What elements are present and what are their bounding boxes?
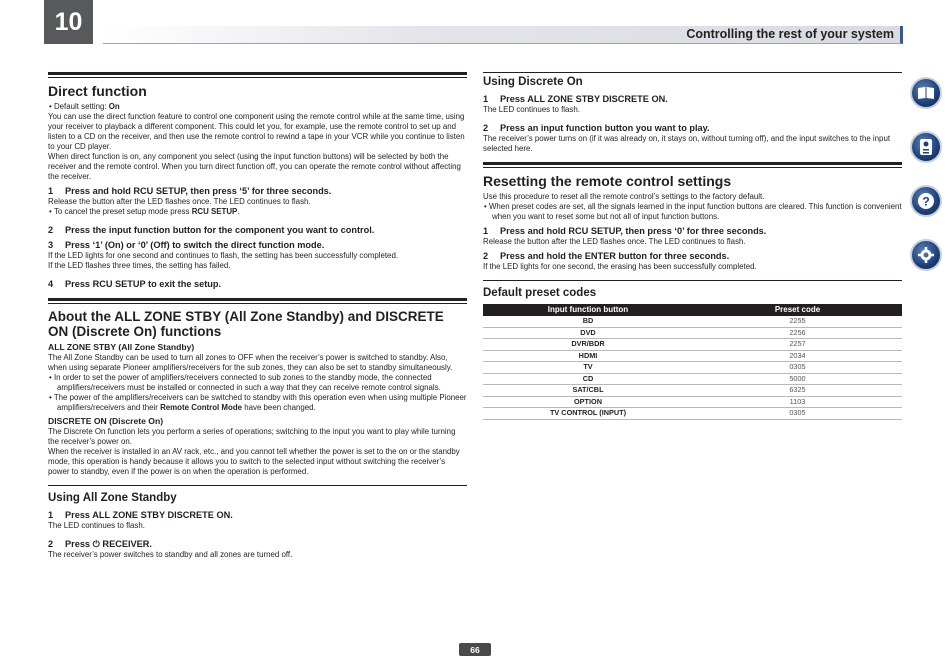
all-zone-bullet-1: • In order to set the power of amplifiers/receivers connected to sub zones to the standby mode, the connected amplifiers/receivers must be installed or connected in such a way that they can receive remote control signals. bbox=[49, 373, 441, 392]
using-discrete-on-heading: Using Discrete On bbox=[483, 76, 583, 88]
default-setting-value: On bbox=[108, 102, 120, 111]
preset-codes-table bbox=[483, 304, 902, 420]
section-rule bbox=[48, 298, 467, 304]
reset-step-1-text: Press and hold RCU SETUP, then press ‘0’ for three seconds. bbox=[500, 226, 767, 236]
table-row bbox=[483, 316, 902, 327]
discrete-on-subheading: DISCRETE ON (Discrete On) bbox=[48, 416, 164, 426]
col-header-input: Input function button bbox=[483, 304, 693, 316]
direct-step-3-text: Press ‘1’ (On) or ‘0’ (Off) to switch the direct function mode. bbox=[65, 240, 325, 250]
input-cell: TV bbox=[483, 362, 693, 374]
book-icon[interactable] bbox=[910, 77, 942, 109]
col-header-code: Preset code bbox=[693, 304, 902, 316]
all-zone-bullet-1-text: In order to set the power of amplifiers/receivers connected to sub zones to the standby mode, the connected amplifiers/receivers must be installed or connected in such a way that they can receive remote control signals. bbox=[53, 373, 441, 392]
code-cell: 2255 bbox=[693, 316, 902, 327]
using-all-zone-heading: Using All Zone Standby bbox=[48, 492, 177, 504]
direct-step-3-note-1: If the LED lights for one second and continues to flash, the setting has been successfully completed. bbox=[48, 251, 399, 260]
all-zone-bullet-2: • The power of the amplifiers/receivers can be switched to standby with this operation even when using multiple Pioneer amplifiers/receivers and their Remote Control Mode have been changed. bbox=[49, 393, 467, 412]
section-rule bbox=[48, 72, 467, 78]
table-row bbox=[483, 362, 902, 374]
section-rule bbox=[483, 72, 902, 73]
code-cell: 0305 bbox=[693, 362, 902, 374]
all-zone-subheading: ALL ZONE STBY (All Zone Standby) bbox=[48, 342, 195, 352]
discrete-step-1-text: Press ALL ZONE STBY DISCRETE ON. bbox=[500, 94, 668, 104]
direct-step-1-note: Release the button after the LED flashes once. The LED continues to flash. bbox=[48, 197, 311, 206]
page-header-title: Controlling the rest of your system bbox=[686, 27, 894, 41]
direct-step-2: 2 Press the input function button for the component you want to control. bbox=[48, 225, 375, 235]
page-number: 66 bbox=[459, 643, 491, 656]
input-cell: SAT/CBL bbox=[483, 385, 693, 397]
input-cell: HDMI bbox=[483, 350, 693, 362]
table-header-row bbox=[483, 304, 902, 316]
code-cell: 1103 bbox=[693, 396, 902, 408]
table-row bbox=[483, 408, 902, 420]
default-codes-heading: Default preset codes bbox=[483, 287, 597, 299]
direct-step-4-text: Press RCU SETUP to exit the setup. bbox=[65, 279, 222, 289]
remote-control-mode-label: Remote Control Mode bbox=[160, 403, 243, 412]
svg-text:?: ? bbox=[922, 194, 930, 209]
reset-step-2-text: Press and hold the ENTER button for three seconds. bbox=[500, 251, 730, 261]
all-zone-step-2-prefix: Press bbox=[65, 539, 93, 549]
table-row bbox=[483, 373, 902, 385]
discrete-on-text-1: The Discrete On function lets you perform a series of operations; switching to the input you want to play while turning the receiver’s power on. bbox=[48, 427, 456, 446]
reset-bullet-text: When preset codes are set, all the signals learned in the input function buttons are cleared. This function is convenient when you want to reset some but not all of input function buttons. bbox=[488, 202, 902, 221]
remote-icon[interactable] bbox=[910, 131, 942, 163]
right-column bbox=[483, 72, 902, 420]
input-cell: DVD bbox=[483, 327, 693, 339]
header-bar bbox=[103, 26, 903, 44]
rcu-setup-label: RCU SETUP bbox=[191, 207, 238, 216]
code-cell: 6325 bbox=[693, 385, 902, 397]
all-zone-bullet-2-end: have been changed. bbox=[242, 403, 316, 412]
all-zone-step-2-suffix: RECEIVER. bbox=[99, 539, 152, 549]
cancel-note-end: . bbox=[237, 207, 240, 216]
table-row bbox=[483, 385, 902, 397]
discrete-step-2: 2 Press an input function button you want to play. bbox=[483, 123, 710, 133]
discrete-step-1-note: The LED continues to flash. bbox=[483, 105, 580, 114]
section-rule bbox=[483, 162, 902, 168]
all-zone-step-2-note: The receiver’s power switches to standby and all zones are turned off. bbox=[48, 550, 293, 559]
default-setting-label: Default setting: bbox=[53, 102, 109, 111]
reset-step-1: 1 Press and hold RCU SETUP, then press ‘0’ for three seconds. bbox=[483, 226, 767, 236]
reset-step-1-note: Release the button after the LED flashes once. The LED continues to flash. bbox=[483, 237, 746, 246]
all-zone-text: The All Zone Standby can be used to turn all zones to OFF when the receiver’s power is switched to standby. Also, when using separate Pioneer amplifiers/receivers for the sub zones, they can also be set to standby simultaneously. bbox=[48, 353, 453, 372]
reset-step-2-note: If the LED lights for one second, the erasing has been successfully completed. bbox=[483, 262, 757, 271]
reset-intro: Use this procedure to reset all the remote control’s settings to the factory default. bbox=[483, 192, 765, 201]
power-icon: ⏻ bbox=[92, 539, 100, 549]
resetting-heading: Resetting the remote control settings bbox=[483, 173, 732, 189]
reset-step-2: 2 Press and hold the ENTER button for three seconds. bbox=[483, 251, 730, 261]
input-cell: BD bbox=[483, 316, 693, 327]
input-cell: DVR/BDR bbox=[483, 339, 693, 351]
code-cell: 5000 bbox=[693, 373, 902, 385]
section-rule bbox=[48, 485, 467, 486]
all-zone-step-1: 1 Press ALL ZONE STBY DISCRETE ON. bbox=[48, 510, 233, 520]
discrete-step-2-note: The receiver’s power turns on (if it was already on, it stays on, without turning off), and the input switches to the input selected here. bbox=[483, 134, 891, 153]
direct-para-1: You can use the direct function feature to control one component using the remote control while at the same time, using your receiver to playback a different component. This could let you, for example, use the remote control to set up and listen to a CD on the receiver, and then use the remote control to rewind a tape in your VCR while you continue to listen to your CD player. bbox=[48, 112, 465, 151]
reset-bullet: • When preset codes are set, all the signals learned in the input function buttons are cleared. This function is convenient when you want to reset some but not all of input function buttons. bbox=[484, 202, 902, 221]
direct-function-heading: Direct function bbox=[48, 83, 147, 99]
direct-para-2: When direct function is on, any component you select (using the input function buttons) will be selected by both the receiver and the remote control. When you turn direct function off, you can operate the remote control without affecting the receiver. bbox=[48, 152, 461, 181]
default-setting: • Default setting: On bbox=[49, 102, 120, 111]
settings-icon[interactable] bbox=[910, 239, 942, 271]
direct-step-1: 1 Press and hold RCU SETUP, then press ‘5’ for three seconds. bbox=[48, 186, 332, 196]
all-zone-step-1-text: Press ALL ZONE STBY DISCRETE ON. bbox=[65, 510, 233, 520]
input-cell: CD bbox=[483, 373, 693, 385]
direct-step-2-text: Press the input function button for the component you want to control. bbox=[65, 225, 375, 235]
input-cell: OPTION bbox=[483, 396, 693, 408]
code-cell: 2034 bbox=[693, 350, 902, 362]
table-row bbox=[483, 396, 902, 408]
table-row bbox=[483, 339, 902, 351]
code-cell: 2257 bbox=[693, 339, 902, 351]
code-cell: 2256 bbox=[693, 327, 902, 339]
code-cell: 0305 bbox=[693, 408, 902, 420]
about-heading: About the ALL ZONE STBY (All Zone Standby) and DISCRETE ON (Discrete On) functions bbox=[48, 309, 444, 339]
input-cell: TV CONTROL (INPUT) bbox=[483, 408, 693, 420]
cancel-note: To cancel the preset setup mode press bbox=[53, 207, 192, 216]
left-column bbox=[48, 72, 467, 560]
section-rule bbox=[483, 280, 902, 281]
all-zone-bullet-2-text: The power of the amplifiers/receivers can be switched to standby with this operation even when using multiple Pioneer amplifiers/receivers and their bbox=[53, 393, 467, 412]
discrete-step-1: 1 Press ALL ZONE STBY DISCRETE ON. bbox=[483, 94, 668, 104]
chapter-number: 10 bbox=[44, 0, 93, 44]
direct-step-3: 3 Press ‘1’ (On) or ‘0’ (Off) to switch the direct function mode. bbox=[48, 240, 325, 250]
direct-step-3-note-2: If the LED flashes three times, the setting has failed. bbox=[48, 261, 231, 270]
discrete-on-text-2: When the receiver is installed in an AV rack, etc., and you cannot tell whether the power is set to the on or the standby mode, this operation is handy because it allows you to switch to the selected input without switching the receiver’s power to standby, even if the power is on when the operation is performed. bbox=[48, 447, 460, 476]
direct-step-1-bullet: • To cancel the preset setup mode press RCU SETUP. bbox=[49, 207, 240, 216]
all-zone-step-2: 2 Press ⏻ RECEIVER. bbox=[48, 539, 152, 549]
table-row bbox=[483, 327, 902, 339]
all-zone-step-1-note: The LED continues to flash. bbox=[48, 521, 145, 530]
question-icon[interactable] bbox=[910, 185, 942, 217]
direct-step-4: 4 Press RCU SETUP to exit the setup. bbox=[48, 279, 222, 289]
table-row bbox=[483, 350, 902, 362]
direct-step-1-text: Press and hold RCU SETUP, then press ‘5’ for three seconds. bbox=[65, 186, 332, 196]
discrete-step-2-text: Press an input function button you want to play. bbox=[500, 123, 710, 133]
